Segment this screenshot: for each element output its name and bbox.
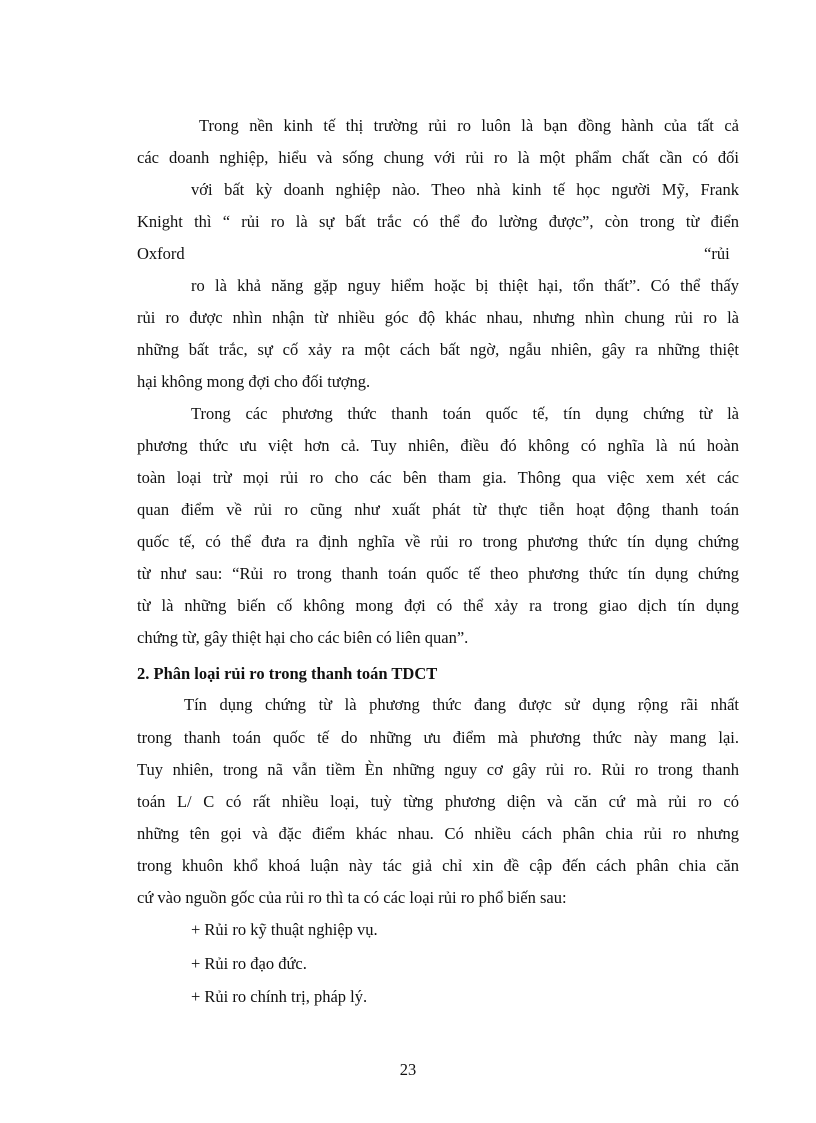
text-line: từ như sau: “Rủi ro trong thanh toán quốc tế theo phương thức tín dụng chứng bbox=[137, 564, 739, 583]
text-line: phương thức ưu việt hơn cả. Tuy nhiên, điều đó không có nghĩa là nú hoàn bbox=[137, 436, 739, 455]
text-line: toán L/ C có rất nhiều loại, tuỳ từng phương diện và căn cứ mà rủi ro có bbox=[137, 792, 739, 811]
text-line: với bất kỳ doanh nghiệp nào. Theo nhà kinh tế học người Mỹ, Frank bbox=[191, 180, 739, 199]
text-line: “rủi bbox=[704, 244, 730, 263]
text-line: từ là những biến cố không mong đợi có thể xảy ra trong giao dịch tín dụng bbox=[137, 596, 739, 615]
page-number: 23 bbox=[399, 1060, 417, 1079]
text-line: Oxford bbox=[137, 244, 185, 263]
text-line: Knight thì “ rủi ro là sự bất trắc có thể đo lường được”, còn trong từ điển bbox=[137, 212, 739, 231]
text-line: toàn loại trừ mọi rủi ro cho các bên tham gia. Thông qua việc xem xét các bbox=[137, 468, 739, 487]
text-line: chứng từ, gây thiệt hại cho các biên có liên quan”. bbox=[137, 628, 469, 647]
text-line: hại không mong đợi cho đối tượng. bbox=[137, 372, 371, 391]
text-line: Tuy nhiên, trong nã vẫn tiềm Èn những nguy cơ gây rủi ro. Rủi ro trong thanh bbox=[137, 760, 739, 779]
text-line: các doanh nghiệp, hiểu và sống chung với rủi ro là một phẩm chất cần có đối bbox=[137, 148, 739, 167]
text-line: trong thanh toán quốc tế do những ưu điểm mà phương thức này mang lại. bbox=[137, 728, 739, 747]
text-line: quan điểm về rủi ro cũng như xuất phát từ thực tiễn hoạt động thanh toán bbox=[137, 500, 739, 519]
text-line: Trong nền kinh tế thị trường rủi ro luôn là bạn đồng hành của tất cả bbox=[199, 116, 739, 135]
list-item: + Rủi ro kỹ thuật nghiệp vụ. bbox=[191, 920, 378, 939]
section-heading: 2. Phân loại rủi ro trong thanh toán TDCT bbox=[137, 664, 438, 683]
text-line: trong khuôn khổ khoá luận này tác giả chỉ xin đề cập đến cách phân chia căn bbox=[137, 856, 739, 875]
text-line: Tín dụng chứng từ là phương thức đang được sử dụng rộng rãi nhất bbox=[184, 695, 739, 714]
list-item: + Rủi ro chính trị, pháp lý. bbox=[191, 987, 368, 1006]
text-line: cứ vào nguồn gốc của rủi ro thì ta có các loại rủi ro phổ biến sau: bbox=[137, 888, 567, 907]
text-line: rủi ro được nhìn nhận từ nhiều góc độ khác nhau, nhưng nhìn chung rủi ro là bbox=[137, 308, 739, 327]
text-line: những bất trắc, sự cố xảy ra một cách bất ngờ, ngẫu nhiên, gây ra những thiệt bbox=[137, 340, 739, 359]
text-line: quốc tế, có thể đưa ra định nghĩa về rủi ro trong phương thức tín dụng chứng bbox=[137, 532, 739, 551]
text-line: những tên gọi và đặc điểm khác nhau. Có nhiều cách phân chia rủi ro nhưng bbox=[137, 824, 739, 843]
text-line: ro là khả năng gặp nguy hiểm hoặc bị thiệt hại, tổn thất”. Có thể thấy bbox=[191, 276, 739, 295]
list-item: + Rủi ro đạo đức. bbox=[191, 954, 307, 973]
text-line: Trong các phương thức thanh toán quốc tế, tín dụng chứng từ là bbox=[191, 404, 739, 423]
